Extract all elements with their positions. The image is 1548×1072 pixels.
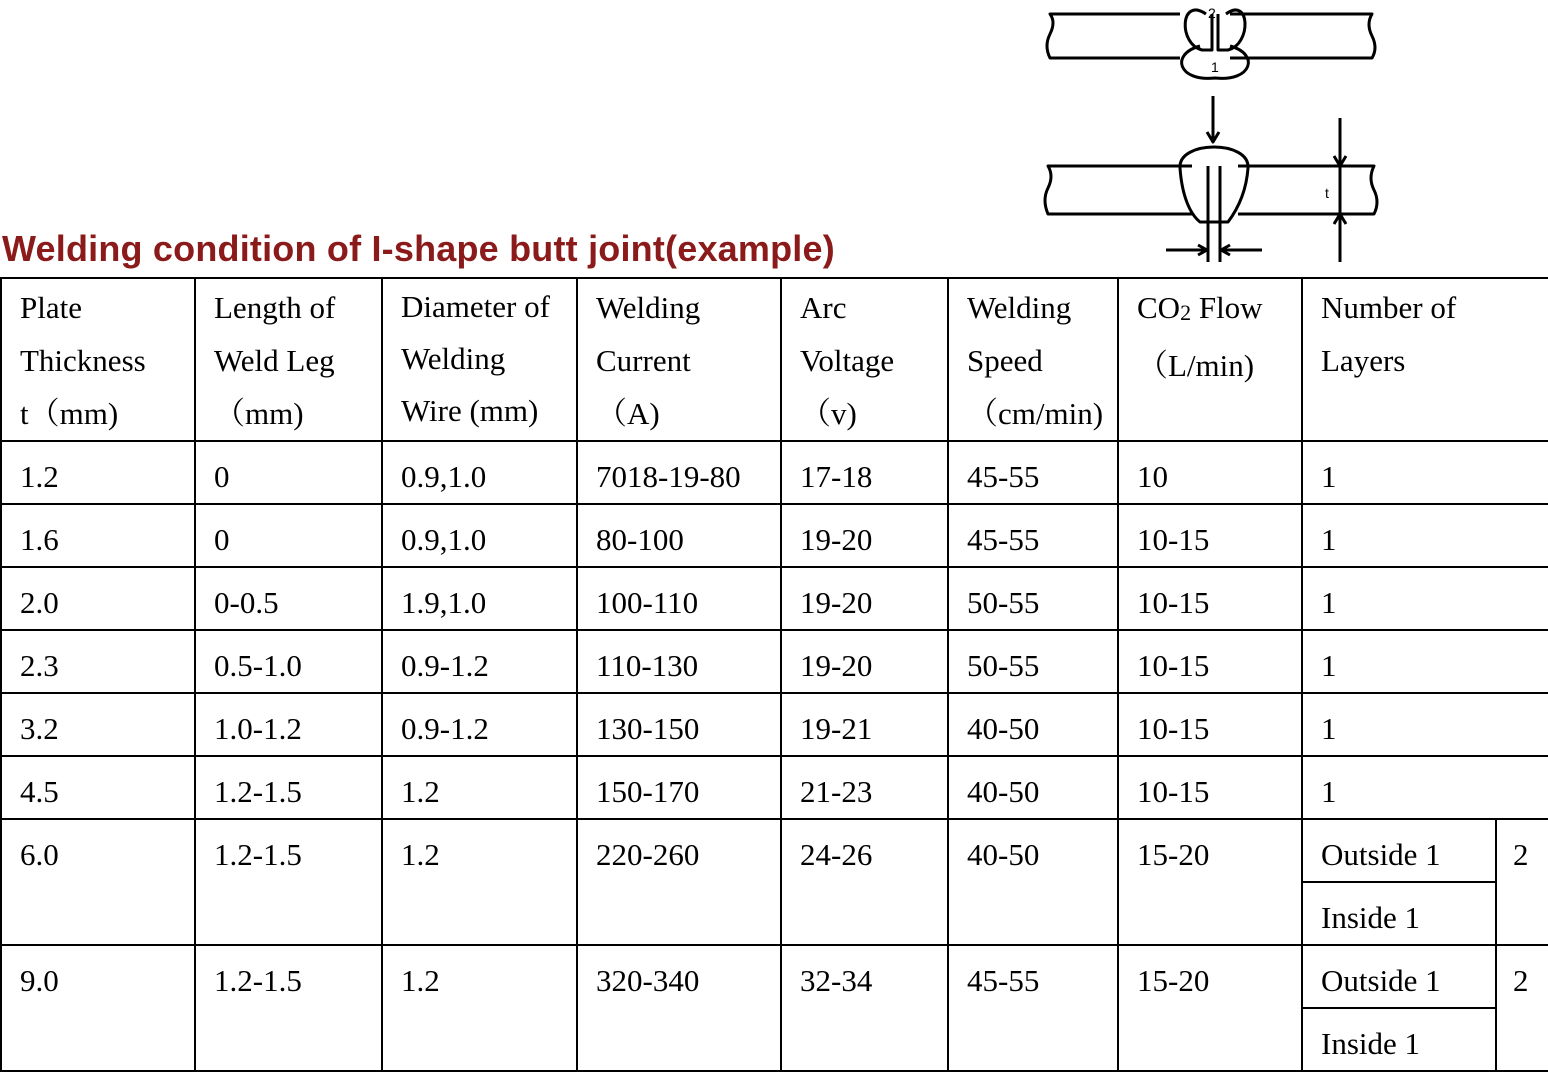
cell-weld-leg: 0.5-1.0 [195,630,382,693]
cell-co2-flow: 10-15 [1118,504,1302,567]
cell-wire-diameter: 1.9,1.0 [382,567,577,630]
page-title: Welding condition of I-shape butt joint(example) [2,228,835,269]
cell-welding-speed: 40-50 [948,756,1118,819]
cell-wire-diameter: 0.9-1.2 [382,630,577,693]
cell-weld-leg: 1.2-1.5 [195,945,382,1071]
cell-welding-speed: 45-55 [948,945,1118,1071]
cell-welding-speed: 50-55 [948,630,1118,693]
cell-co2-flow: 10-15 [1118,567,1302,630]
cell-welding-current: 80-100 [577,504,781,567]
cell-plate-thickness: 9.0 [1,945,195,1071]
cell-co2-flow: 10-15 [1118,693,1302,756]
cell-welding-current: 220-260 [577,819,781,945]
cell-layers: 1 [1302,693,1548,756]
cell-weld-leg: 1.0-1.2 [195,693,382,756]
upper-plate-left [1047,14,1180,58]
cell-arc-voltage: 19-20 [781,567,948,630]
cell-wire-diameter: 0.9-1.2 [382,693,577,756]
welding-conditions-table [0,277,1548,1072]
cell-plate-thickness: 1.6 [1,504,195,567]
table-row [1,441,1548,504]
cell-wire-diameter: 1.2 [382,945,577,1071]
cell-layers: 1 [1302,630,1548,693]
cell-wire-diameter: 1.2 [382,819,577,945]
header-number-of-layers: Number of Layers [1302,278,1548,441]
cell-co2-flow: 10-15 [1118,630,1302,693]
cell-arc-voltage: 19-21 [781,693,948,756]
cell-wire-diameter: 1.2 [382,756,577,819]
cell-plate-thickness: 4.5 [1,756,195,819]
cell-arc-voltage: 17-18 [781,441,948,504]
cell-plate-thickness: 6.0 [1,819,195,945]
bead-label-2: 2 [1208,5,1216,21]
cell-layers: 1 [1302,756,1548,819]
cell-layers-total: 2 [1496,945,1548,1071]
header-co2-flow: CO2 Flow （L/min) [1118,278,1302,441]
cell-welding-current: 100-110 [577,567,781,630]
header-welding-current: Welding Current （A) [577,278,781,441]
cell-plate-thickness: 2.3 [1,630,195,693]
cell-plate-thickness: 3.2 [1,693,195,756]
table-row [1,630,1548,693]
cell-weld-leg: 0 [195,504,382,567]
table-row [1,693,1548,756]
cell-welding-current: 130-150 [577,693,781,756]
cell-welding-current: 320-340 [577,945,781,1071]
cell-arc-voltage: 24-26 [781,819,948,945]
header-plate-thickness: Plate Thickness t（mm) [1,278,195,441]
cell-welding-speed: 45-55 [948,441,1118,504]
table-row [1,567,1548,630]
cell-layers: 1 [1302,504,1548,567]
cell-layers-inside: Inside 1 [1302,882,1496,945]
cell-layers: 1 [1302,441,1548,504]
cell-welding-speed: 45-55 [948,504,1118,567]
weld-joint-diagram [1030,0,1390,268]
cell-weld-leg: 0 [195,441,382,504]
cell-layers: 1 [1302,567,1548,630]
cell-welding-speed: 40-50 [948,819,1118,945]
cell-plate-thickness: 1.2 [1,441,195,504]
cell-arc-voltage: 21-23 [781,756,948,819]
weld-bead-2-right [1218,10,1245,50]
cell-co2-flow: 15-20 [1118,819,1302,945]
cell-arc-voltage: 19-20 [781,630,948,693]
cell-layers-inside: Inside 1 [1302,1008,1496,1071]
cell-weld-leg: 0-0.5 [195,567,382,630]
cell-plate-thickness: 2.0 [1,567,195,630]
cell-welding-speed: 40-50 [948,693,1118,756]
lower-plate-right [1238,166,1377,214]
cell-welding-current: 150-170 [577,756,781,819]
table-row [1,756,1548,819]
cell-layers-outside: Outside 1 [1302,945,1496,1008]
table-row [1,945,1548,1008]
cell-co2-flow: 10 [1118,441,1302,504]
cell-welding-current: 7018-19-80 [577,441,781,504]
header-weld-leg: Length of Weld Leg （mm) [195,278,382,441]
cell-weld-leg: 1.2-1.5 [195,756,382,819]
cell-wire-diameter: 0.9,1.0 [382,504,577,567]
thickness-label: t [1325,185,1329,201]
header-welding-speed: Welding Speed （cm/min) [948,278,1118,441]
header-row [1,278,1548,441]
cell-wire-diameter: 0.9,1.0 [382,441,577,504]
header-arc-voltage: Arc Voltage （v) [781,278,948,441]
cell-welding-current: 110-130 [577,630,781,693]
cell-layers-total: 2 [1496,819,1548,945]
cell-layers-outside: Outside 1 [1302,819,1496,882]
cell-co2-flow: 10-15 [1118,756,1302,819]
table-row [1,819,1548,882]
cell-weld-leg: 1.2-1.5 [195,819,382,945]
table-row [1,504,1548,567]
header-wire-diameter: Diameter of Welding Wire (mm) [382,278,577,441]
upper-plate-right [1230,14,1375,58]
lower-plate-left [1045,166,1192,214]
cell-arc-voltage: 19-20 [781,504,948,567]
weld-bead-combined [1180,147,1248,222]
cell-welding-speed: 50-55 [948,567,1118,630]
cell-arc-voltage: 32-34 [781,945,948,1071]
cell-co2-flow: 15-20 [1118,945,1302,1071]
bead-label-1: 1 [1211,59,1219,75]
